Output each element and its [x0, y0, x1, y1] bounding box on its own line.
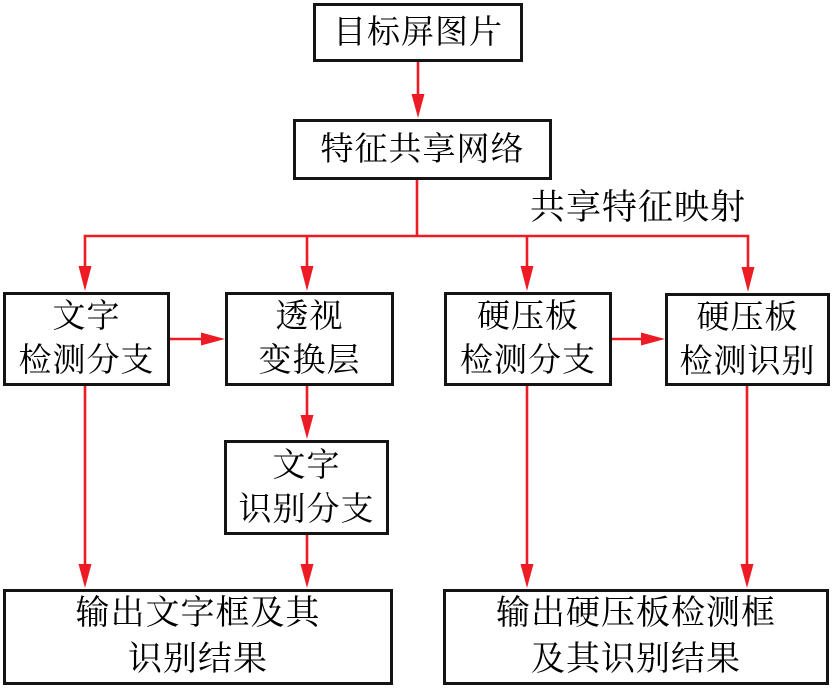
arrow-trunk-to-perspective — [301, 236, 314, 291]
node-output-text-result-line2: 识别结果 — [128, 641, 268, 678]
node-plate-detection-recognition-line2: 检测识别 — [679, 343, 816, 380]
node-perspective-transform-layer — [225, 292, 394, 386]
arrow-trunk-to-plate-detection — [521, 236, 534, 291]
node-plate-detection-recognition — [665, 293, 830, 386]
arrow-trunk-to-text-detection — [79, 236, 92, 291]
node-text-detection-branch — [3, 292, 170, 386]
node-output-text-result — [3, 589, 393, 685]
arrow-plate-detection-to-plate-recognition — [612, 333, 665, 346]
arrow-target-to-network — [412, 62, 425, 118]
arrow-text-recognition-to-output-text — [301, 535, 314, 588]
node-plate-detection-branch — [444, 292, 612, 386]
node-text-recognition-branch — [224, 440, 389, 535]
node-text-detection-branch-line1: 文字 — [52, 299, 121, 335]
node-output-plate-result-line1: 输出硬压板检测框 — [496, 595, 776, 632]
arrow-text-detection-to-perspective — [170, 333, 225, 346]
node-feature-sharing-network — [293, 119, 552, 180]
arrow-perspective-to-text-recognition — [301, 386, 314, 439]
node-perspective-transform-layer-line1: 透视 — [275, 299, 344, 335]
arrow-plate-detection-to-output-plate — [521, 386, 534, 588]
node-output-plate-result-line2: 及其识别结果 — [531, 641, 741, 678]
node-target-screen-image-label: 目标屏图片 — [333, 14, 503, 51]
node-text-recognition-branch-line2: 识别分支 — [238, 491, 375, 528]
node-output-text-result-line1: 输出文字框及其 — [75, 595, 321, 632]
arrow-trunk-to-plate-recognition — [742, 236, 755, 292]
node-plate-detection-branch-line1: 硬压板 — [477, 299, 579, 335]
arrow-text-detection-to-output-text — [79, 386, 92, 588]
node-plate-detection-recognition-line1: 硬压板 — [696, 299, 799, 336]
node-feature-sharing-network-label: 特征共享网络 — [320, 131, 525, 168]
edge-label-shared-feature-map: 共享特征映射 — [529, 188, 746, 227]
node-target-screen-image — [313, 3, 523, 62]
node-output-plate-result — [443, 589, 829, 685]
node-text-detection-branch-line2: 检测分支 — [18, 343, 155, 379]
node-text-recognition-branch-line1: 文字 — [272, 447, 341, 484]
arrow-plate-recognition-to-output-plate — [741, 386, 754, 588]
node-perspective-transform-layer-line2: 变换层 — [258, 343, 361, 379]
node-plate-detection-branch-line2: 检测分支 — [460, 343, 596, 379]
